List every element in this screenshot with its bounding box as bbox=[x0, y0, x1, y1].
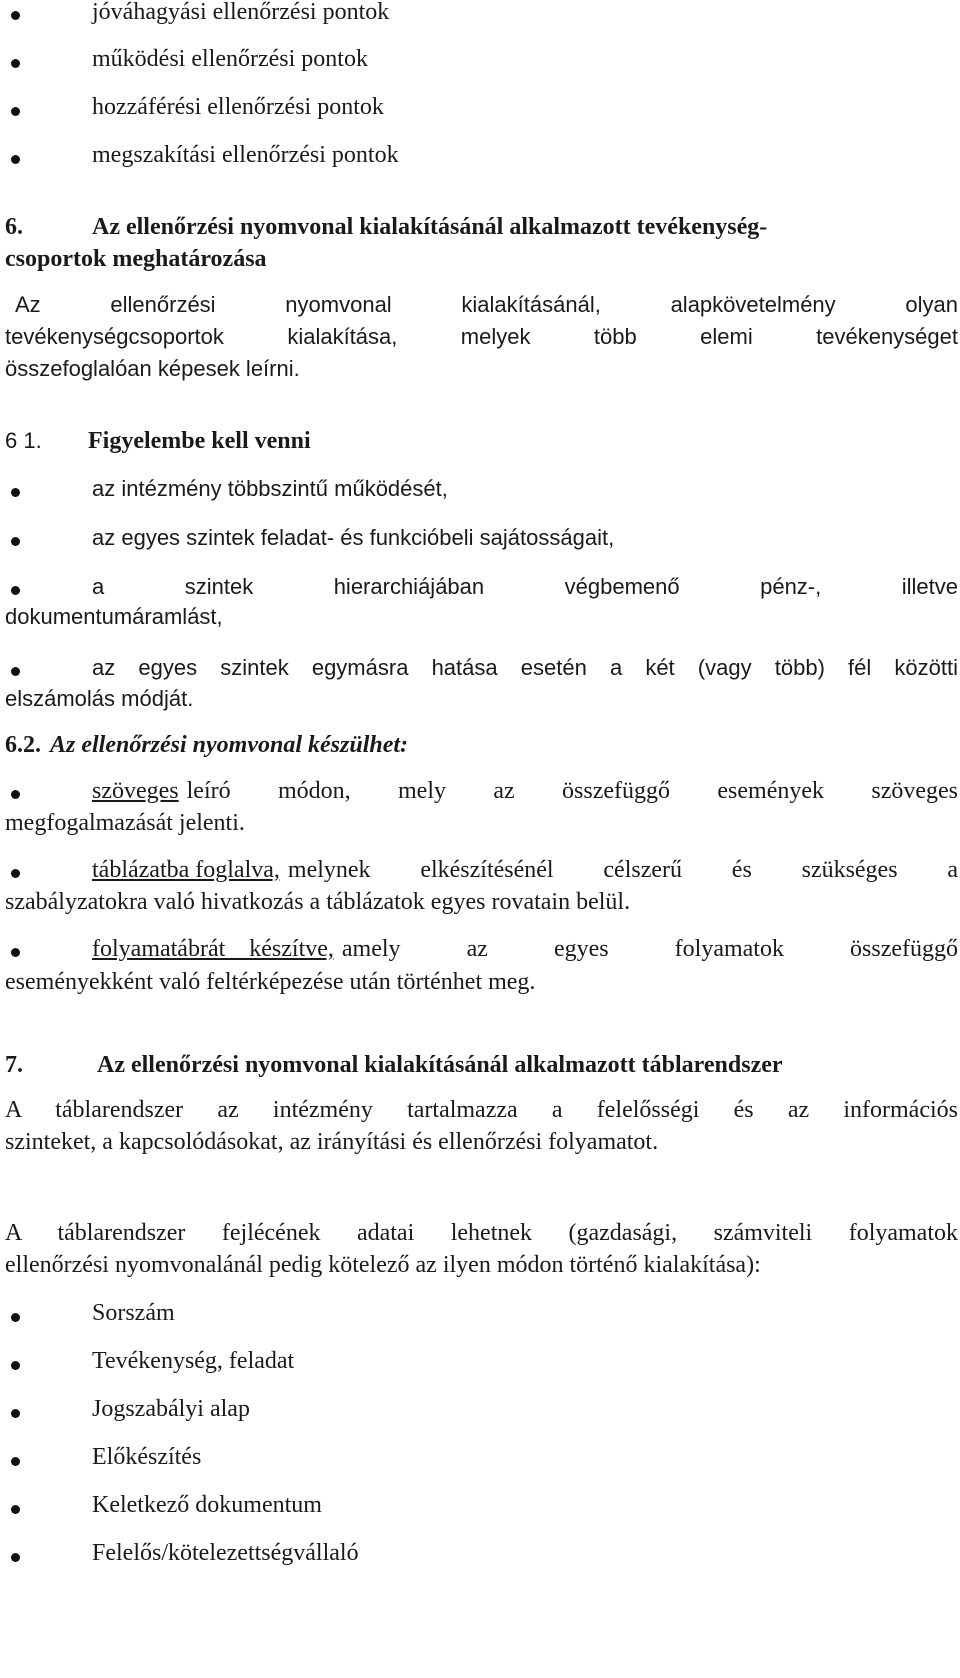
section-7-paragraph-1: A táblarendszer az intézmény tartalmazza a felelősségi és az információs szinteket, a kapcsolódásokat, az irányítási és ellenőrzési folyamatot. bbox=[5, 1097, 958, 1155]
bullet-icon bbox=[11, 1505, 20, 1514]
bullet-icon bbox=[11, 869, 20, 878]
list-item-continuation: elszámolás módját. bbox=[5, 686, 194, 711]
bullet-icon bbox=[11, 1409, 20, 1418]
list-item-continuation: megfogalmazását jelenti. bbox=[5, 810, 245, 836]
list-item: az intézmény többszintű működését, bbox=[92, 476, 448, 501]
bullet-icon bbox=[11, 59, 20, 68]
list-item: Felelős/kötelezettségvállaló bbox=[92, 1540, 359, 1566]
list-item: a szintek hierarchiájában végbemenő pénz-, illetve bbox=[92, 574, 958, 599]
section-7-title: Az ellenőrzési nyomvonal kialakításánál alkalmazott táblarendszer bbox=[97, 1052, 783, 1078]
list-item: működési ellenőrzési pontok bbox=[92, 46, 368, 72]
list-item: az egyes szintek feladat- és funkcióbeli sajátosságait, bbox=[92, 525, 615, 550]
bullet-icon bbox=[11, 790, 20, 799]
section-7-number: 7. bbox=[5, 1052, 23, 1078]
bullet-icon bbox=[11, 1361, 20, 1370]
section-6-title-line2: csoportok meghatározása bbox=[5, 246, 267, 272]
list-item: hozzáférési ellenőrzési pontok bbox=[92, 94, 384, 120]
section-62-number: 6.2. bbox=[5, 732, 41, 758]
list-item: az egyes szintek egymásra hatása esetén a két (vagy több) fél közötti bbox=[92, 655, 958, 680]
bullet-icon bbox=[11, 488, 20, 497]
list-item-continuation: szabályzatokra való hivatkozás a táblázatok egyes rovatain belül. bbox=[5, 889, 631, 915]
section-6-title: Az ellenőrzési nyomvonal kialakításánál alkalmazott tevékenység- bbox=[92, 214, 768, 240]
list-item: szöveges leíró módon, mely az összefüggő események szöveges bbox=[92, 778, 958, 804]
bullet-icon bbox=[11, 948, 20, 957]
list-item: Tevékenység, feladat bbox=[92, 1348, 295, 1374]
list-item: Sorszám bbox=[92, 1300, 175, 1326]
list-item-continuation: eseményekként való feltérképezése után történhet meg. bbox=[5, 969, 536, 995]
list-item: Jogszabályi alap bbox=[92, 1396, 250, 1422]
section-7-paragraph-2: A táblarendszer fejlécének adatai lehetnek (gazdasági, számviteli folyamatok ellenőrzési nyomvonalánál pedig kötelező az ilyen módon történő kialakítása): bbox=[5, 1220, 958, 1278]
bullet-icon bbox=[11, 1457, 20, 1466]
bullet-icon bbox=[11, 667, 20, 676]
list-item: megszakítási ellenőrzési pontok bbox=[92, 142, 399, 168]
list-item-continuation: dokumentumáramlást, bbox=[5, 604, 223, 629]
bullet-icon bbox=[11, 1553, 20, 1562]
section-6-paragraph: Az ellenőrzési nyomvonal kialakításánál, alapkövetelmény olyan tevékenységcsoportok kialakítása, melyek több elemi tevékenységet összefoglalóan képesek leírni. bbox=[5, 292, 958, 381]
list-item: táblázatba foglalva, melynek elkészítésénél célszerű és szükséges a bbox=[92, 857, 958, 883]
bullet-icon bbox=[11, 107, 20, 116]
section-62-title: Az ellenőrzési nyomvonal készülhet: bbox=[50, 732, 409, 758]
list-item: Keletkező dokumentum bbox=[92, 1492, 322, 1518]
bullet-icon bbox=[11, 586, 20, 595]
section-6-number: 6. bbox=[5, 214, 23, 240]
section-61-number: 6 1. bbox=[5, 428, 42, 453]
bullet-icon bbox=[11, 155, 20, 164]
bullet-icon bbox=[11, 1313, 20, 1322]
section-61-title: Figyelembe kell venni bbox=[88, 428, 311, 454]
bullet-icon bbox=[11, 11, 20, 20]
list-item: Előkészítés bbox=[92, 1444, 202, 1470]
list-item: folyamatábrát készítve, amely az egyes folyamatok összefüggő bbox=[92, 936, 958, 962]
bullet-icon bbox=[11, 537, 20, 546]
list-item: jóváhagyási ellenőrzési pontok bbox=[92, 0, 390, 25]
